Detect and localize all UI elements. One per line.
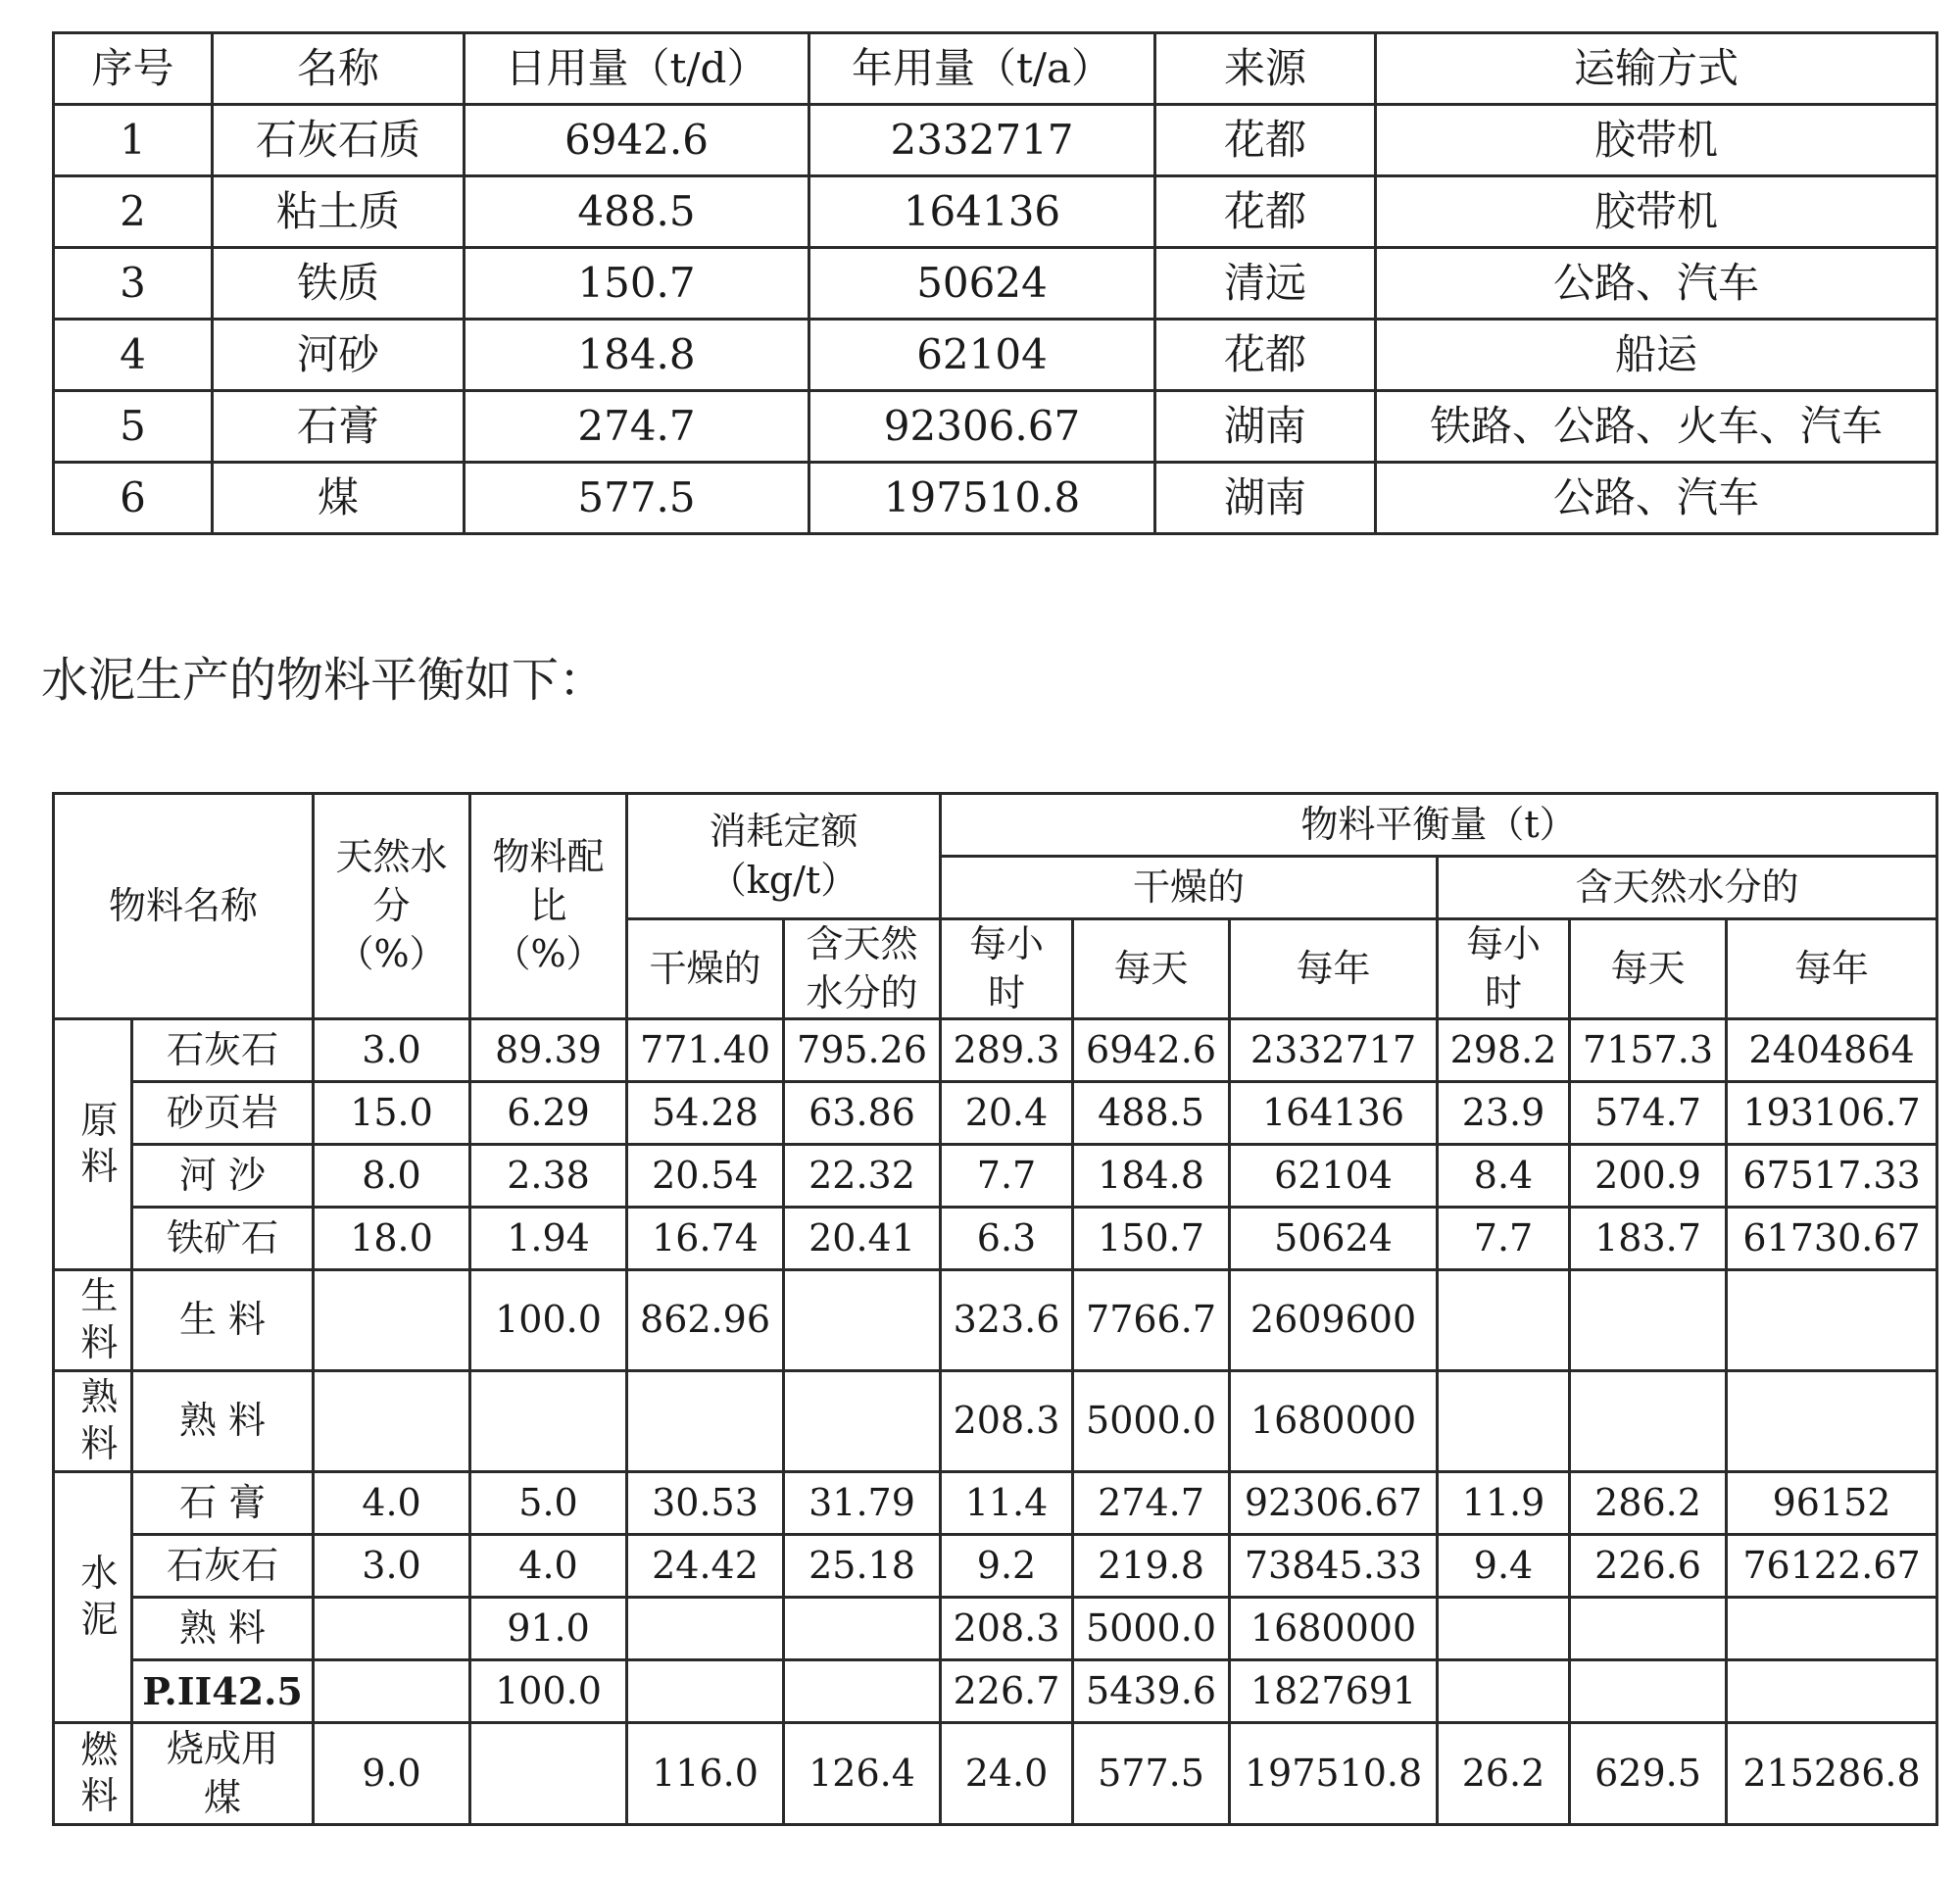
cell-index: 1 [54,105,213,176]
cell-value [1727,1371,1937,1472]
cell-name: 河砂 [213,320,465,391]
cell-value: 6.3 [941,1208,1073,1270]
cell-value [627,1660,784,1723]
header-material-name: 物料名称 [54,794,314,1019]
cell-value: 67517.33 [1727,1145,1937,1208]
raw-material-usage-table [52,31,1938,535]
cell-transport: 胶带机 [1376,105,1937,176]
cell-value: 126.4 [784,1723,941,1825]
header-dry-per-hour-text: 每小时 [969,922,1045,1014]
cell-value [1438,1270,1570,1371]
header-balance-dry: 干燥的 [941,857,1438,919]
cell-name: 石灰石质 [213,105,465,176]
table-row [54,320,1937,391]
cell-name: 铁质 [213,248,465,320]
cell-value: 193106.7 [1727,1082,1937,1145]
cell-source: 湖南 [1155,391,1376,463]
group-raw [54,1019,132,1270]
cell-value: 323.6 [941,1270,1073,1371]
header-balance-wet: 含天然水分的 [1438,857,1937,919]
cell-value: 11.4 [941,1472,1073,1535]
cell-transport: 铁路、公路、火车、汽车 [1376,391,1937,463]
header-daily-usage: 日用量（t/d） [465,33,809,105]
cell-value: 574.7 [1570,1082,1727,1145]
group-rawmeal-label: 生料 [80,1274,119,1364]
cell-value: 54.28 [627,1082,784,1145]
cell-material: 生 料 [132,1270,314,1371]
header-consumption-quota-text: 消耗定额（kg/t） [709,810,858,902]
header-consumption-quota [627,794,941,919]
cell-value: 200.9 [1570,1145,1727,1208]
cell-value: 11.9 [1438,1472,1570,1535]
cell-value: 3.0 [314,1535,470,1598]
cell-value: 30.53 [627,1472,784,1535]
cell-value [1438,1660,1570,1723]
cell-value: 9.0 [314,1723,470,1825]
cell-source: 花都 [1155,105,1376,176]
cell-material-text: 烧成用煤 [167,1727,279,1819]
cell-material: 铁矿石 [132,1208,314,1270]
cell-value: 89.39 [470,1019,627,1082]
cell-source: 清远 [1155,248,1376,320]
cell-annual: 62104 [809,320,1155,391]
table-row [54,391,1937,463]
header-wet-per-hour [1438,919,1570,1019]
cell-value: 8.4 [1438,1145,1570,1208]
cell-value: 5439.6 [1073,1660,1230,1723]
header-consumption-wet [784,919,941,1019]
cell-value: 795.26 [784,1019,941,1082]
cell-daily: 488.5 [465,176,809,248]
cell-value: 15.0 [314,1082,470,1145]
cell-value: 116.0 [627,1723,784,1825]
cell-material: P.II42.5 [132,1660,314,1723]
cell-value [314,1598,470,1660]
header-material-ratio [470,794,627,1019]
header-consumption-wet-text: 含天然水分的 [806,922,918,1014]
table-header-row [54,33,1937,105]
cell-value: 20.41 [784,1208,941,1270]
cell-value: 286.2 [1570,1472,1727,1535]
cell-value: 208.3 [941,1371,1073,1472]
cell-value: 150.7 [1073,1208,1230,1270]
cell-value [1727,1598,1937,1660]
cell-index: 3 [54,248,213,320]
cell-value [1438,1371,1570,1472]
cell-value: 219.8 [1073,1535,1230,1598]
cell-value: 184.8 [1073,1145,1230,1208]
cell-annual: 197510.8 [809,463,1155,534]
cell-daily: 6942.6 [465,105,809,176]
cell-index: 6 [54,463,213,534]
cell-value: 183.7 [1570,1208,1727,1270]
table-row [54,105,1937,176]
cell-material: 熟 料 [132,1371,314,1472]
cell-value: 63.86 [784,1082,941,1145]
table-row [54,463,1937,534]
cell-name: 石膏 [213,391,465,463]
cell-value [1438,1598,1570,1660]
cell-value [314,1371,470,1472]
cell-value [314,1660,470,1723]
cell-value: 2.38 [470,1145,627,1208]
cell-material: 石灰石 [132,1535,314,1598]
cell-material: 石 膏 [132,1472,314,1535]
cell-value: 771.40 [627,1019,784,1082]
cell-value: 24.0 [941,1723,1073,1825]
cell-value: 3.0 [314,1019,470,1082]
table-row [54,1535,1937,1598]
cell-annual: 92306.67 [809,391,1155,463]
cell-value: 61730.67 [1727,1208,1937,1270]
cell-value [784,1598,941,1660]
cell-value: 7.7 [1438,1208,1570,1270]
cell-value: 1680000 [1230,1598,1438,1660]
cell-source: 花都 [1155,176,1376,248]
table-row [54,1019,1937,1082]
cell-value: 7766.7 [1073,1270,1230,1371]
cell-value: 226.7 [941,1660,1073,1723]
cell-source: 湖南 [1155,463,1376,534]
cell-value: 96152 [1727,1472,1937,1535]
cell-value: 6942.6 [1073,1019,1230,1082]
cell-index: 4 [54,320,213,391]
cell-value: 1.94 [470,1208,627,1270]
cell-value: 92306.67 [1230,1472,1438,1535]
cell-value: 2404864 [1727,1019,1937,1082]
cell-index: 5 [54,391,213,463]
group-clinker [54,1371,132,1472]
cell-value: 100.0 [470,1660,627,1723]
cell-transport: 船运 [1376,320,1937,391]
cell-material [132,1723,314,1825]
cell-value [1570,1371,1727,1472]
table-row [54,1371,1937,1472]
cell-value: 4.0 [314,1472,470,1535]
cell-value [1727,1660,1937,1723]
cell-material: 石灰石 [132,1019,314,1082]
cell-value [1727,1270,1937,1371]
header-wet-per-hour-text: 每小时 [1466,922,1542,1014]
cell-value [1570,1660,1727,1723]
cell-transport: 胶带机 [1376,176,1937,248]
cell-material: 河 沙 [132,1145,314,1208]
cell-value: 5000.0 [1073,1371,1230,1472]
cell-value [470,1723,627,1825]
cell-value: 20.4 [941,1082,1073,1145]
table-row [54,1270,1937,1371]
cell-annual: 2332717 [809,105,1155,176]
group-cement [54,1472,132,1723]
cell-value [314,1270,470,1371]
cell-value: 5.0 [470,1472,627,1535]
cell-value [627,1598,784,1660]
cell-value: 274.7 [1073,1472,1230,1535]
header-natural-moisture [314,794,470,1019]
table-row [54,1660,1937,1723]
group-clinker-label: 熟料 [80,1375,119,1465]
cell-value: 31.79 [784,1472,941,1535]
cell-value: 2609600 [1230,1270,1438,1371]
cell-material: 熟 料 [132,1598,314,1660]
cell-value: 25.18 [784,1535,941,1598]
cell-value: 4.0 [470,1535,627,1598]
cell-material: 砂页岩 [132,1082,314,1145]
group-cement-label: 水泥 [80,1551,119,1642]
cell-value [1570,1270,1727,1371]
header-wet-per-year: 每年 [1727,919,1937,1019]
cell-annual: 50624 [809,248,1155,320]
header-name: 名称 [213,33,465,105]
cell-value: 215286.8 [1727,1723,1937,1825]
group-fuel [54,1723,132,1825]
header-transport: 运输方式 [1376,33,1937,105]
cell-value [627,1371,784,1472]
header-dry-per-year: 每年 [1230,919,1438,1019]
cell-value: 629.5 [1570,1723,1727,1825]
table-row [54,1145,1937,1208]
cell-value: 2332717 [1230,1019,1438,1082]
cell-value: 76122.67 [1727,1535,1937,1598]
cell-value [784,1660,941,1723]
group-rawmeal [54,1270,132,1371]
group-fuel-label: 燃料 [80,1727,119,1818]
header-wet-per-day: 每天 [1570,919,1727,1019]
cell-daily: 274.7 [465,391,809,463]
cell-value [784,1270,941,1371]
table-row [54,1082,1937,1145]
cell-value: 6.29 [470,1082,627,1145]
cell-name: 粘土质 [213,176,465,248]
cell-value: 73845.33 [1230,1535,1438,1598]
cell-value [1570,1598,1727,1660]
header-annual-usage: 年用量（t/a） [809,33,1155,105]
table-row [54,1598,1937,1660]
cell-value: 298.2 [1438,1019,1570,1082]
header-source: 来源 [1155,33,1376,105]
cell-value: 22.32 [784,1145,941,1208]
cell-value: 20.54 [627,1145,784,1208]
section-caption: 水泥生产的物料平衡如下： [41,653,607,708]
cell-source: 花都 [1155,320,1376,391]
cell-value: 91.0 [470,1598,627,1660]
header-natural-moisture-text: 天然水分（%） [335,835,448,976]
cell-value: 488.5 [1073,1082,1230,1145]
cell-value: 7157.3 [1570,1019,1727,1082]
table-row [54,248,1937,320]
table-header-row [54,794,1937,857]
cell-value: 289.3 [941,1019,1073,1082]
cell-daily: 577.5 [465,463,809,534]
cell-value: 1827691 [1230,1660,1438,1723]
cell-value: 5000.0 [1073,1598,1230,1660]
table-row [54,176,1937,248]
cell-value: 164136 [1230,1082,1438,1145]
cell-value: 197510.8 [1230,1723,1438,1825]
cell-daily: 150.7 [465,248,809,320]
cell-index: 2 [54,176,213,248]
header-consumption-dry: 干燥的 [627,919,784,1019]
cell-value: 100.0 [470,1270,627,1371]
cell-value: 577.5 [1073,1723,1230,1825]
cell-daily: 184.8 [465,320,809,391]
cell-value [470,1371,627,1472]
cell-value [784,1371,941,1472]
cell-value: 18.0 [314,1208,470,1270]
cell-value: 1680000 [1230,1371,1438,1472]
header-index: 序号 [54,33,213,105]
cell-value: 23.9 [1438,1082,1570,1145]
cell-value: 208.3 [941,1598,1073,1660]
cell-value: 9.4 [1438,1535,1570,1598]
cell-value: 62104 [1230,1145,1438,1208]
cell-value: 7.7 [941,1145,1073,1208]
material-balance-table [52,792,1938,1826]
group-raw-label: 原料 [80,1098,119,1189]
cell-value: 16.74 [627,1208,784,1270]
cell-annual: 164136 [809,176,1155,248]
header-balance: 物料平衡量（t） [941,794,1937,857]
cell-value: 8.0 [314,1145,470,1208]
cell-value: 9.2 [941,1535,1073,1598]
table-row [54,1208,1937,1270]
header-dry-per-day: 每天 [1073,919,1230,1019]
cell-value: 24.42 [627,1535,784,1598]
header-material-ratio-text: 物料配比（%） [492,835,605,976]
cell-value: 862.96 [627,1270,784,1371]
cell-value: 26.2 [1438,1723,1570,1825]
cell-transport: 公路、汽车 [1376,463,1937,534]
table-row [54,1472,1937,1535]
cell-name: 煤 [213,463,465,534]
cell-transport: 公路、汽车 [1376,248,1937,320]
table-row [54,1723,1937,1825]
cell-value: 50624 [1230,1208,1438,1270]
cell-value: 226.6 [1570,1535,1727,1598]
header-dry-per-hour [941,919,1073,1019]
